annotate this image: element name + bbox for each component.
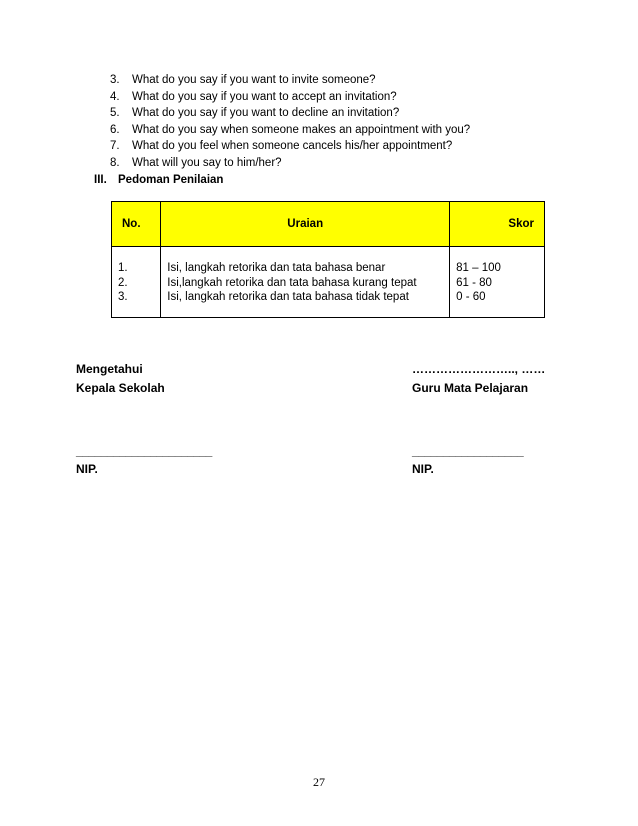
- skor-cell: [450, 247, 545, 318]
- row-description: Isi,langkah retorika dan tata bahasa kurang tepat: [167, 276, 417, 289]
- principal-nip-label: NIP.: [76, 462, 98, 476]
- page-number: 27: [313, 775, 325, 789]
- question-number: 4.: [110, 90, 120, 103]
- header-uraian: Uraian: [161, 202, 450, 247]
- question-number: 5.: [110, 107, 120, 119]
- uraian-cell: [161, 247, 450, 318]
- row-description: Isi, langkah retorika dan tata bahasa tidak tepat: [167, 291, 409, 303]
- list-item: [110, 89, 530, 106]
- row-number: 3.: [118, 291, 128, 303]
- question-number: 6.: [110, 123, 120, 136]
- grading-table: [111, 201, 545, 318]
- question-number: 8.: [110, 156, 120, 169]
- row-number: 2.: [118, 276, 128, 289]
- header-no: No.: [112, 202, 161, 247]
- row-number: 1.: [118, 262, 128, 274]
- signature-block-teacher: [412, 360, 545, 398]
- row-score: 61 - 80: [456, 276, 492, 289]
- row-score: 0 - 60: [456, 291, 486, 303]
- table-row: [112, 247, 545, 318]
- list-item: [110, 155, 530, 172]
- principal-signature-line: ______________________: [76, 444, 212, 458]
- header-skor: Skor: [450, 202, 545, 247]
- question-list: [110, 72, 530, 171]
- teacher-signature-line: __________________: [412, 444, 524, 458]
- question-text: What do you say when someone makes an appointment with you?: [132, 123, 471, 136]
- list-item: [110, 105, 530, 122]
- list-item: [110, 122, 530, 139]
- row-score: 81 – 100: [456, 262, 501, 274]
- signature-block-principal: [76, 360, 165, 398]
- question-text: What do you say if you want to accept an invitation?: [132, 90, 397, 103]
- question-number: 3.: [110, 74, 120, 86]
- principal-title: Kepala Sekolah: [76, 381, 165, 395]
- list-item: [110, 138, 530, 155]
- question-text: What do you say if you want to invite someone?: [132, 74, 376, 86]
- question-text: What do you feel when someone cancels his/her appointment?: [132, 140, 453, 152]
- section-heading: [94, 174, 223, 186]
- place-date-placeholder: …………………….., ……: [412, 362, 546, 376]
- section-roman-numeral: III.: [94, 174, 107, 186]
- section-title: Pedoman Penilaian: [118, 174, 224, 186]
- row-description: Isi, langkah retorika dan tata bahasa benar: [167, 262, 386, 274]
- question-text: What will you say to him/her?: [132, 156, 282, 169]
- no-cell: [112, 247, 161, 318]
- teacher-nip-label: NIP.: [412, 462, 434, 476]
- teacher-title: Guru Mata Pelajaran: [412, 381, 529, 395]
- list-item: [110, 72, 530, 89]
- table-header-row: [112, 202, 545, 247]
- acknowledged-label: Mengetahui: [76, 362, 143, 376]
- question-number: 7.: [110, 140, 120, 152]
- question-text: What do you say if you want to decline an invitation?: [132, 107, 400, 119]
